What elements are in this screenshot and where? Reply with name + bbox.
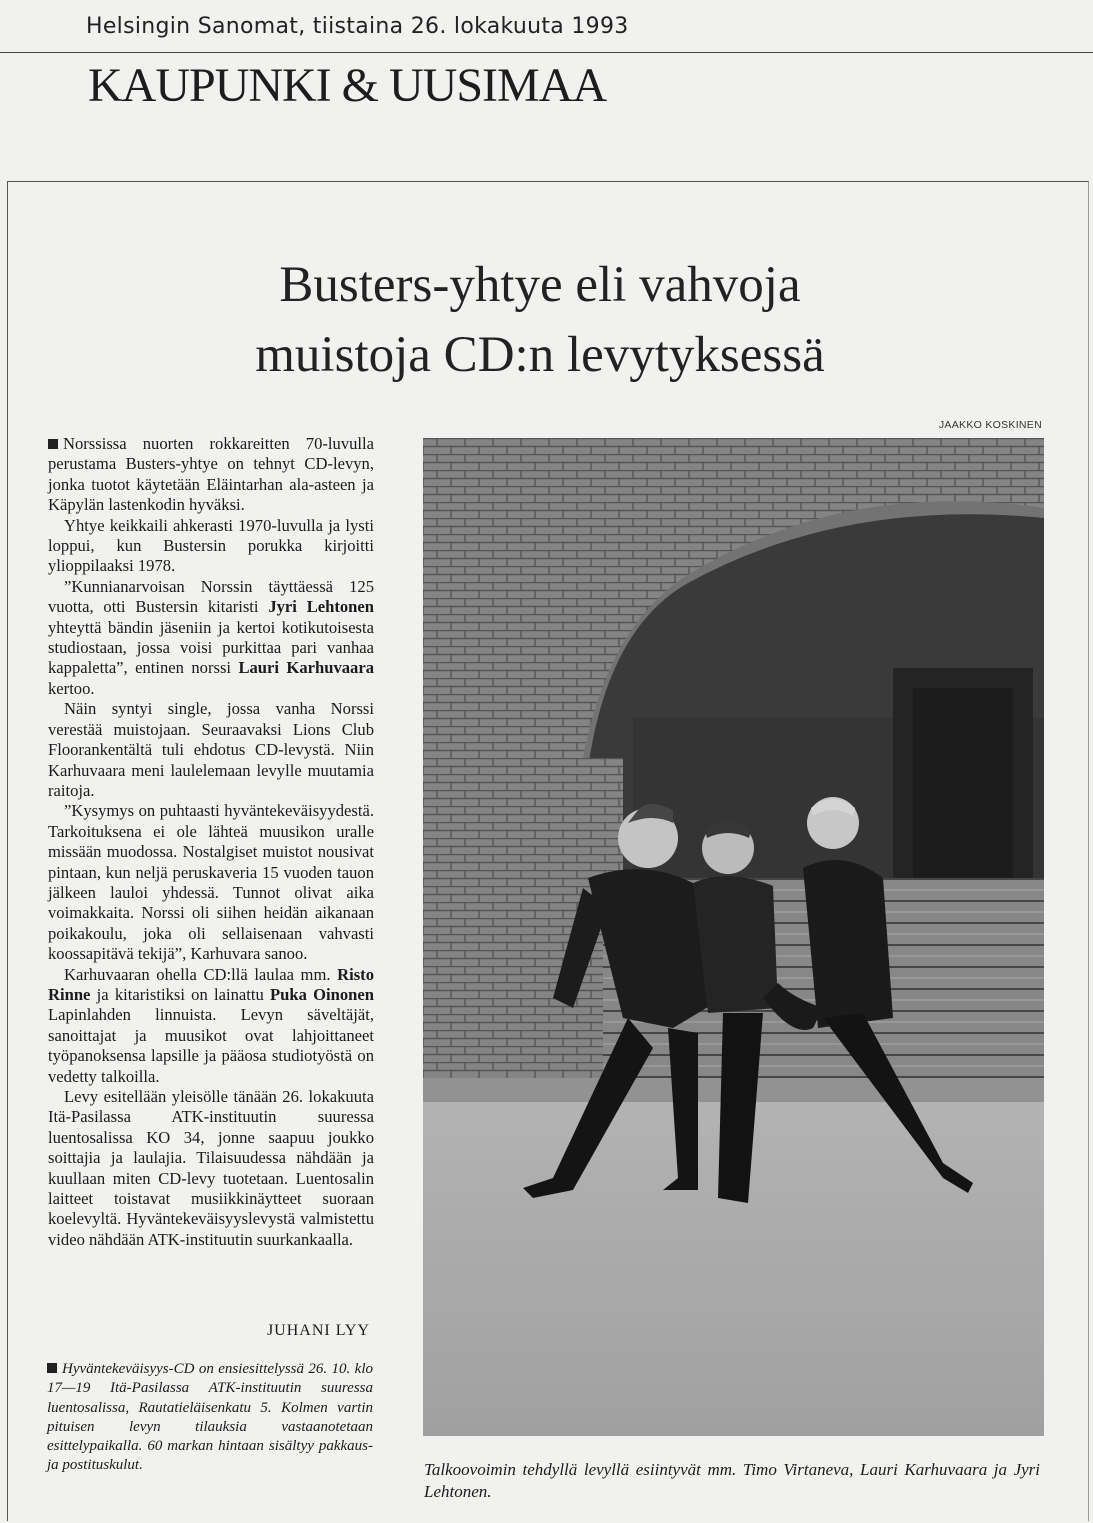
name-puka-oinonen: Puka Oinonen <box>270 984 375 1004</box>
paragraph-6: Karhuvaaran ohella CD:llä laulaa mm. Risto Rinne ja kitaristiksi on lainattu Puka Oinonen Lapinlahden linnuista. Levyn säveltäjät, sanoittajat ja muusikot ovat lahjoittaneet työpanoksensa lapsille ja pääosa studiotyöstä on vedetty talkoilla. <box>48 964 375 1086</box>
photo-credit: JAAKKO KOSKINEN <box>938 419 1042 431</box>
bullet-square-icon <box>47 1363 57 1373</box>
paragraph-4: Näin syntyi single, jossa vanha Norssi verestää muistojaan. Seuraavaksi Lions Club Floorankentältä tuli ehdotus CD-levystä. Niin Karhuvaara meni laulelemaan levylle muutamia raitoja. <box>48 699 374 800</box>
paragraph-7: Levy esitellään yleisölle tänään 26. lokakuuta Itä-Pasilassa ATK-instituutin suuressa luentosalissa KO 34, jonne saapuu joukko soittajia ja laulajia. Tilaisuudessa nähdään ja kuullaan miten CD-levy tuotetaan. Luentosalin laitteet toistavat musiikkinäytteet suoraan koelevyltä. Hyväntekeväisyyslevystä valmistettu video nähdään ATK-instituutin suurkankaalla. <box>48 1087 374 1249</box>
bullet-square-icon <box>48 439 58 449</box>
name-risto-rinne: Risto Rinne <box>48 964 374 1004</box>
headline-line-2: muistoja CD:n levytyksessä <box>255 327 825 383</box>
masthead-rule <box>0 52 1093 53</box>
paragraph-3: ”Kunnianarvoisan Norssin täyttäessä 125 vuotta, otti Bustersin kitaristi Jyri Lehtonen yhteyttä bändin jäseniin ja kertoi kotikutoisesta studiostaan, jossa voisi purkittaa pari vanhaa kappaletta”, entinen norssi Lauri Karhuvaara kertoo. <box>48 576 374 698</box>
paragraph-2: Yhtye keikkaili ahkerasti 1970-luvulla ja lysti loppui, kun Bustersin porukka kirjoitti ylioppilaaksi 1978. <box>48 515 374 576</box>
photo-caption: Talkoovoimin tehdyllä levyllä esiintyvät mm. Timo Virtaneva, Lauri Karhuvaara ja Jyri Lehtonen. <box>424 1460 1040 1501</box>
article-body <box>48 434 374 1250</box>
paragraph-1: Norssissa nuorten rokkareitten 70-luvulla perustama Busters-yhtye on tehnyt CD-levyn, jonka tuotot käytetään Eläintarhan ala-asteen ja Käpylän lastenkodin hyväksi. <box>48 434 374 515</box>
headline-line-1: Busters-yhtye eli vahvoja <box>279 257 801 313</box>
section-title: KAUPUNKI & UUSIMAA <box>88 59 607 112</box>
paragraph-5: ”Kysymys on puhtaasti hyväntekeväisyydestä. Tarkoituksena ei ole lähteä muusikon uralle missään muodossa. Nostalgiset muistot nousivat pintaan, kun neljä peruskaveria 15 vuoden tauon jälkeen lauloi yhdessä. Tunnot olivat aika voimakkaita. Norssi oli siihen heidän aikanaan poikakoulu, joka oli sellaisenaan vahvasti koossapitävä tekijä”, Karhuvara sanoo. <box>48 801 374 964</box>
article-headline <box>150 250 930 390</box>
article-byline: JUHANI LYY <box>266 1322 370 1339</box>
article-photo <box>423 438 1044 1436</box>
info-box: Hyväntekeväisyys-CD on ensiesittelyssä 26. 10. klo 17—19 Itä-Pasilassa ATK-instituutin suuressa luentosalissa, Rautatieläisenkatu 5. Kolmen vartin pituisen levyn tilauksia vastaanotetaan esittelypaikalla. 60 markan hintaan sisältyy pakkaus- ja postituskulut. <box>47 1361 373 1474</box>
name-lauri-karhuvaara: Lauri Karhuvaara <box>238 658 374 678</box>
masthead-line: Helsingin Sanomat, tiistaina 26. lokakuuta 1993 <box>86 14 629 39</box>
name-jyri-lehtonen: Jyri Lehtonen <box>268 597 374 617</box>
